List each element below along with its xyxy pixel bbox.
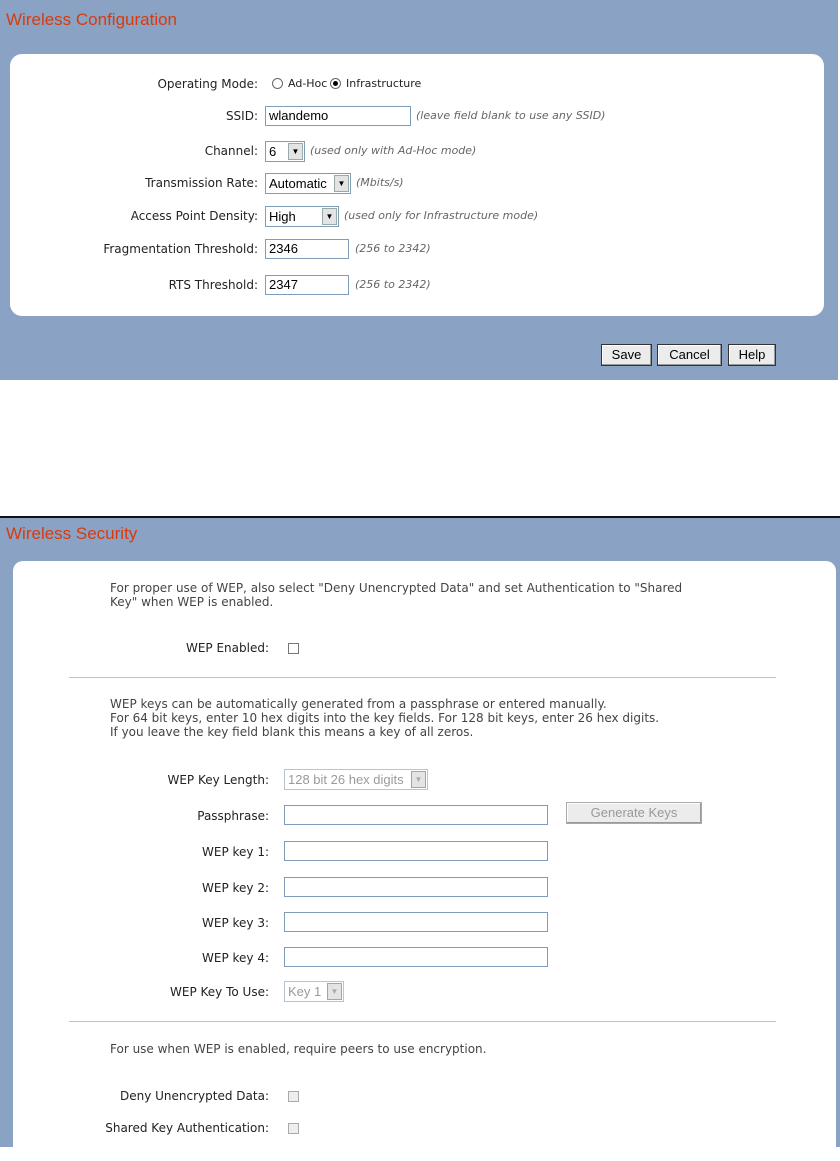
density-row xyxy=(10,204,824,228)
rts-label: RTS Threshold: xyxy=(168,278,258,292)
wep-key2-input[interactable] xyxy=(284,877,548,897)
key-to-use-select[interactable] xyxy=(284,981,344,1002)
chevron-down-icon: ▼ xyxy=(334,175,349,192)
key-length-select[interactable] xyxy=(284,769,428,790)
security-card xyxy=(13,561,836,1161)
separator-2 xyxy=(69,1021,776,1022)
key-to-use-value: Key 1 xyxy=(288,984,322,999)
operating-mode-row xyxy=(10,72,824,96)
density-value: High xyxy=(269,209,296,224)
rts-row xyxy=(10,273,824,297)
ssid-input[interactable]: wlandemo xyxy=(265,106,411,126)
frag-label: Fragmentation Threshold: xyxy=(103,242,258,256)
passphrase-label: Passphrase: xyxy=(197,809,269,823)
keys-info-line2: For 64 bit keys, enter 10 hex digits into the key fields. For 128 bit keys, enter 26 hex digits. xyxy=(110,711,660,725)
channel-value: 6 xyxy=(269,144,277,159)
infrastructure-radio[interactable] xyxy=(330,78,341,89)
rate-hint: (Mbits/s) xyxy=(356,176,404,189)
shared-key-label: Shared Key Authentication: xyxy=(105,1121,269,1135)
chevron-down-icon: ▼ xyxy=(327,983,342,1000)
rate-label: Transmission Rate: xyxy=(145,176,258,190)
channel-hint: (used only with Ad-Hoc mode) xyxy=(310,144,477,157)
passphrase-input[interactable] xyxy=(284,805,548,825)
channel-select[interactable] xyxy=(265,141,305,162)
rts-input[interactable]: 2347 xyxy=(265,275,349,295)
rate-value: Automatic xyxy=(269,176,327,191)
wep-intro-line2: Key" when WEP is enabled. xyxy=(110,595,274,609)
deny-unencrypted-label: Deny Unencrypted Data: xyxy=(120,1089,269,1103)
chevron-down-icon: ▼ xyxy=(288,143,303,160)
channel-row xyxy=(10,139,824,163)
ssid-hint: (leave field blank to use any SSID) xyxy=(416,109,606,122)
wep-key2-label: WEP key 2: xyxy=(202,881,269,895)
key-length-label: WEP Key Length: xyxy=(167,773,269,787)
density-select[interactable] xyxy=(265,206,339,227)
frag-row xyxy=(10,237,824,261)
wep-key4-input[interactable] xyxy=(284,947,548,967)
wep-enabled-label: WEP Enabled: xyxy=(185,641,269,655)
key-to-use-label: WEP Key To Use: xyxy=(170,985,269,999)
wireless-config-panel xyxy=(0,0,838,380)
key-length-value: 128 bit 26 hex digits xyxy=(288,772,404,787)
encryption-info: For use when WEP is enabled, require peers to use encryption. xyxy=(110,1042,487,1056)
frag-hint: (256 to 2342) xyxy=(355,242,431,255)
adhoc-label: Ad-Hoc xyxy=(288,77,328,90)
wep-key1-input[interactable] xyxy=(284,841,548,861)
cancel-button[interactable]: Cancel xyxy=(657,344,722,366)
channel-label: Channel: xyxy=(204,144,258,158)
keys-info-line3: If you leave the key field blank this means a key of all zeros. xyxy=(110,725,474,739)
ssid-label: SSID: xyxy=(225,109,258,123)
wep-key3-input[interactable] xyxy=(284,912,548,932)
keys-info-line1: WEP keys can be automatically generated from a passphrase or entered manually. xyxy=(110,697,607,711)
density-hint: (used only for Infrastructure mode) xyxy=(344,209,539,222)
config-card xyxy=(10,54,824,316)
rts-hint: (256 to 2342) xyxy=(355,278,431,291)
wep-intro-line1: For proper use of WEP, also select "Deny Unencrypted Data" and set Authentication to "Shared xyxy=(110,581,683,595)
adhoc-radio[interactable] xyxy=(272,78,283,89)
infrastructure-label: Infrastructure xyxy=(346,77,422,90)
config-title: Wireless Configuration xyxy=(6,10,178,29)
rate-select[interactable] xyxy=(265,173,351,194)
separator-1 xyxy=(69,677,776,678)
security-title: Wireless Security xyxy=(6,524,138,543)
chevron-down-icon: ▼ xyxy=(322,208,337,225)
frag-input[interactable]: 2346 xyxy=(265,239,349,259)
density-label: Access Point Density: xyxy=(130,209,258,223)
shared-key-checkbox[interactable] xyxy=(288,1123,299,1134)
wep-key4-label: WEP key 4: xyxy=(202,951,269,965)
wep-key1-label: WEP key 1: xyxy=(202,845,269,859)
operating-mode-label: Operating Mode: xyxy=(157,77,258,91)
rate-row xyxy=(10,171,824,195)
deny-unencrypted-checkbox[interactable] xyxy=(288,1091,299,1102)
save-button[interactable]: Save xyxy=(601,344,652,366)
wireless-security-panel xyxy=(0,518,840,1147)
wep-enabled-checkbox[interactable] xyxy=(288,643,299,654)
chevron-down-icon: ▼ xyxy=(411,771,426,788)
ssid-row xyxy=(10,104,824,128)
wep-key3-label: WEP key 3: xyxy=(202,916,269,930)
help-button[interactable]: Help xyxy=(728,344,776,366)
generate-keys-button[interactable]: Generate Keys xyxy=(566,802,702,824)
